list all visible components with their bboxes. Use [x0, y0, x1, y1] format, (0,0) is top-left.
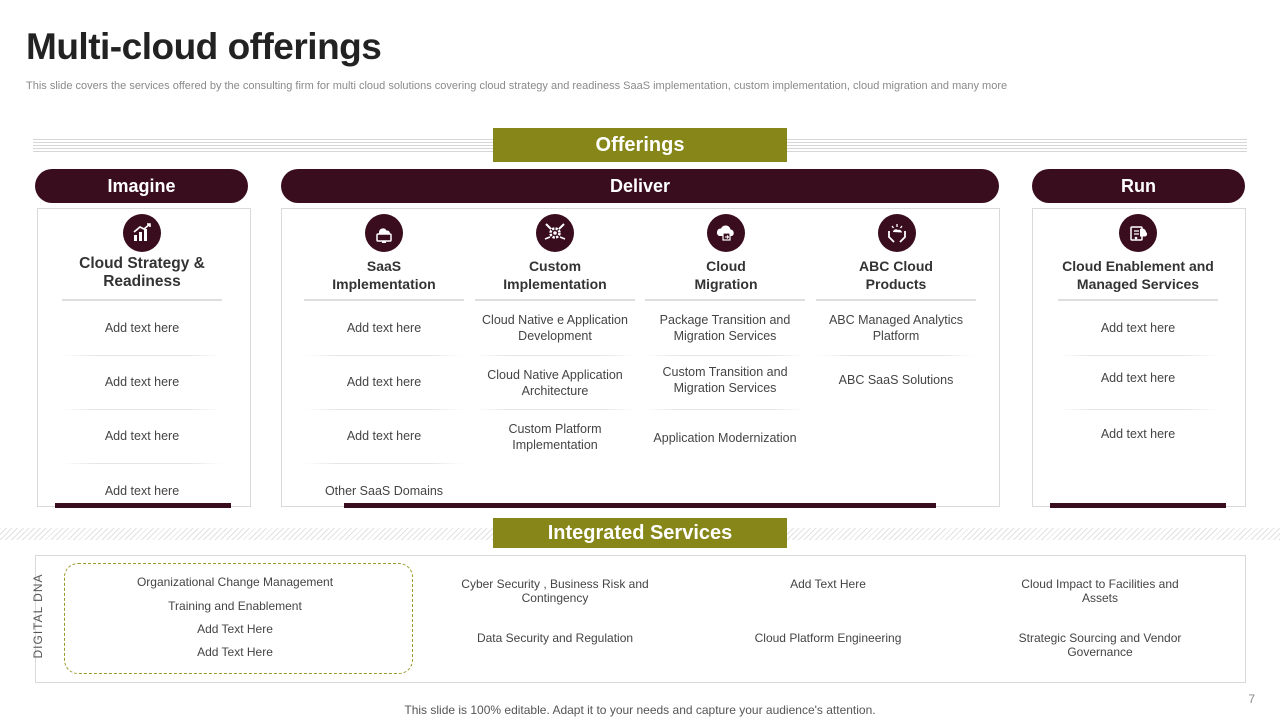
integrated-hatch-left — [0, 528, 493, 540]
run-pill: Run — [1032, 169, 1245, 203]
saas-item: Add text here — [346, 375, 422, 389]
integrated-services-banner: Integrated Services — [493, 518, 787, 548]
integrated-item: Cloud Platform Engineering — [754, 631, 902, 645]
page-number: 7 — [1248, 692, 1255, 706]
integrated-item: Add Text Here — [790, 577, 866, 591]
integrated-item: Cloud Impact to Facilities and Assets — [1021, 577, 1179, 605]
saas-item: Add text here — [346, 321, 422, 335]
run-item: Add text here — [1100, 427, 1176, 441]
imagine-item: Add text here — [104, 484, 180, 498]
imagine-heading-rule — [62, 299, 222, 301]
custom-item-rule — [475, 409, 635, 410]
saas-item: Add text here — [346, 429, 422, 443]
integrated-item: Data Security and Regulation — [476, 631, 634, 645]
saas-item-rule — [304, 463, 464, 464]
migration-heading: Cloud Migration — [694, 258, 758, 292]
offerings-banner: Offerings — [493, 128, 787, 162]
integrated-item: Strategic Sourcing and Vendor Governance — [1018, 631, 1182, 659]
custom-item: Cloud Native Application Architecture — [487, 368, 623, 398]
deliver-bottom-bar — [344, 503, 936, 508]
integrated-hatch-right — [787, 528, 1280, 540]
offerings-hatch-left — [33, 139, 493, 153]
footer-note: This slide is 100% editable. Adapt it to your needs and capture your audience's attention. — [404, 703, 876, 717]
gear-tools-icon — [536, 214, 574, 252]
migration-heading-rule — [645, 299, 805, 301]
saas-heading-rule — [304, 299, 464, 301]
abc-item-rule — [816, 355, 976, 356]
custom-item: Custom Platform Implementation — [508, 422, 602, 452]
imagine-item-rule — [62, 409, 222, 410]
custom-item-rule — [475, 355, 635, 356]
saas-item-rule — [304, 355, 464, 356]
imagine-bottom-bar — [55, 503, 231, 508]
abc-item: ABC SaaS Solutions — [838, 373, 954, 387]
custom-heading-rule — [475, 299, 635, 301]
imagine-item-rule — [62, 355, 222, 356]
migration-item-rule — [645, 355, 805, 356]
run-item: Add text here — [1100, 321, 1176, 335]
run-item-rule — [1058, 409, 1218, 410]
run-item-rule — [1058, 355, 1218, 356]
migration-item-rule — [645, 409, 805, 410]
run-heading: Cloud Enablement and Managed Services — [1062, 258, 1214, 292]
dna-item: Training and Enablement — [168, 599, 302, 613]
run-bottom-bar — [1050, 503, 1226, 508]
imagine-pill: Imagine — [35, 169, 248, 203]
integrated-item: Cyber Security , Business Risk and Contingency — [461, 577, 649, 605]
page-title: Multi-cloud offerings — [26, 26, 382, 67]
saas-item-rule — [304, 409, 464, 410]
dna-item: Add Text Here — [197, 645, 273, 659]
imagine-heading: Cloud Strategy & Readiness — [79, 255, 205, 290]
run-item: Add text here — [1100, 371, 1176, 385]
chart-growth-icon — [123, 214, 161, 252]
dna-item: Organizational Change Management — [136, 575, 334, 589]
imagine-item: Add text here — [104, 429, 180, 443]
dna-item: Add Text Here — [197, 622, 273, 636]
abc-item: ABC Managed Analytics Platform — [828, 313, 964, 343]
imagine-item: Add text here — [104, 375, 180, 389]
migration-item: Package Transition and Migration Services — [659, 313, 791, 343]
cloud-migration-icon — [707, 214, 745, 252]
offerings-hatch-right — [787, 139, 1247, 153]
saas-heading: SaaS Implementation — [332, 258, 436, 292]
abc-heading-rule — [816, 299, 976, 301]
digital-dna-label: DIGITAL DNA — [31, 573, 45, 659]
run-panel — [1032, 208, 1246, 507]
page-subtitle: This slide covers the services offered by the consulting firm for multi cloud solutions covering cloud strategy and readiness SaaS implementation, custom implementation, cloud migration and many more — [26, 80, 1008, 92]
saas-item: Other SaaS Domains — [324, 484, 444, 498]
migration-item: Custom Transition and Migration Services — [662, 365, 788, 395]
custom-item: Cloud Native e Application Development — [482, 313, 628, 343]
managed-services-icon — [1119, 214, 1157, 252]
cloud-monitor-icon — [365, 214, 403, 252]
imagine-item-rule — [62, 463, 222, 464]
run-heading-rule — [1058, 299, 1218, 301]
deliver-pill: Deliver — [281, 169, 999, 203]
abc-heading: ABC Cloud Products — [859, 258, 933, 292]
migration-item: Application Modernization — [653, 431, 797, 445]
custom-heading: Custom Implementation — [503, 258, 607, 292]
hands-cloud-icon — [878, 214, 916, 252]
imagine-item: Add text here — [104, 321, 180, 335]
